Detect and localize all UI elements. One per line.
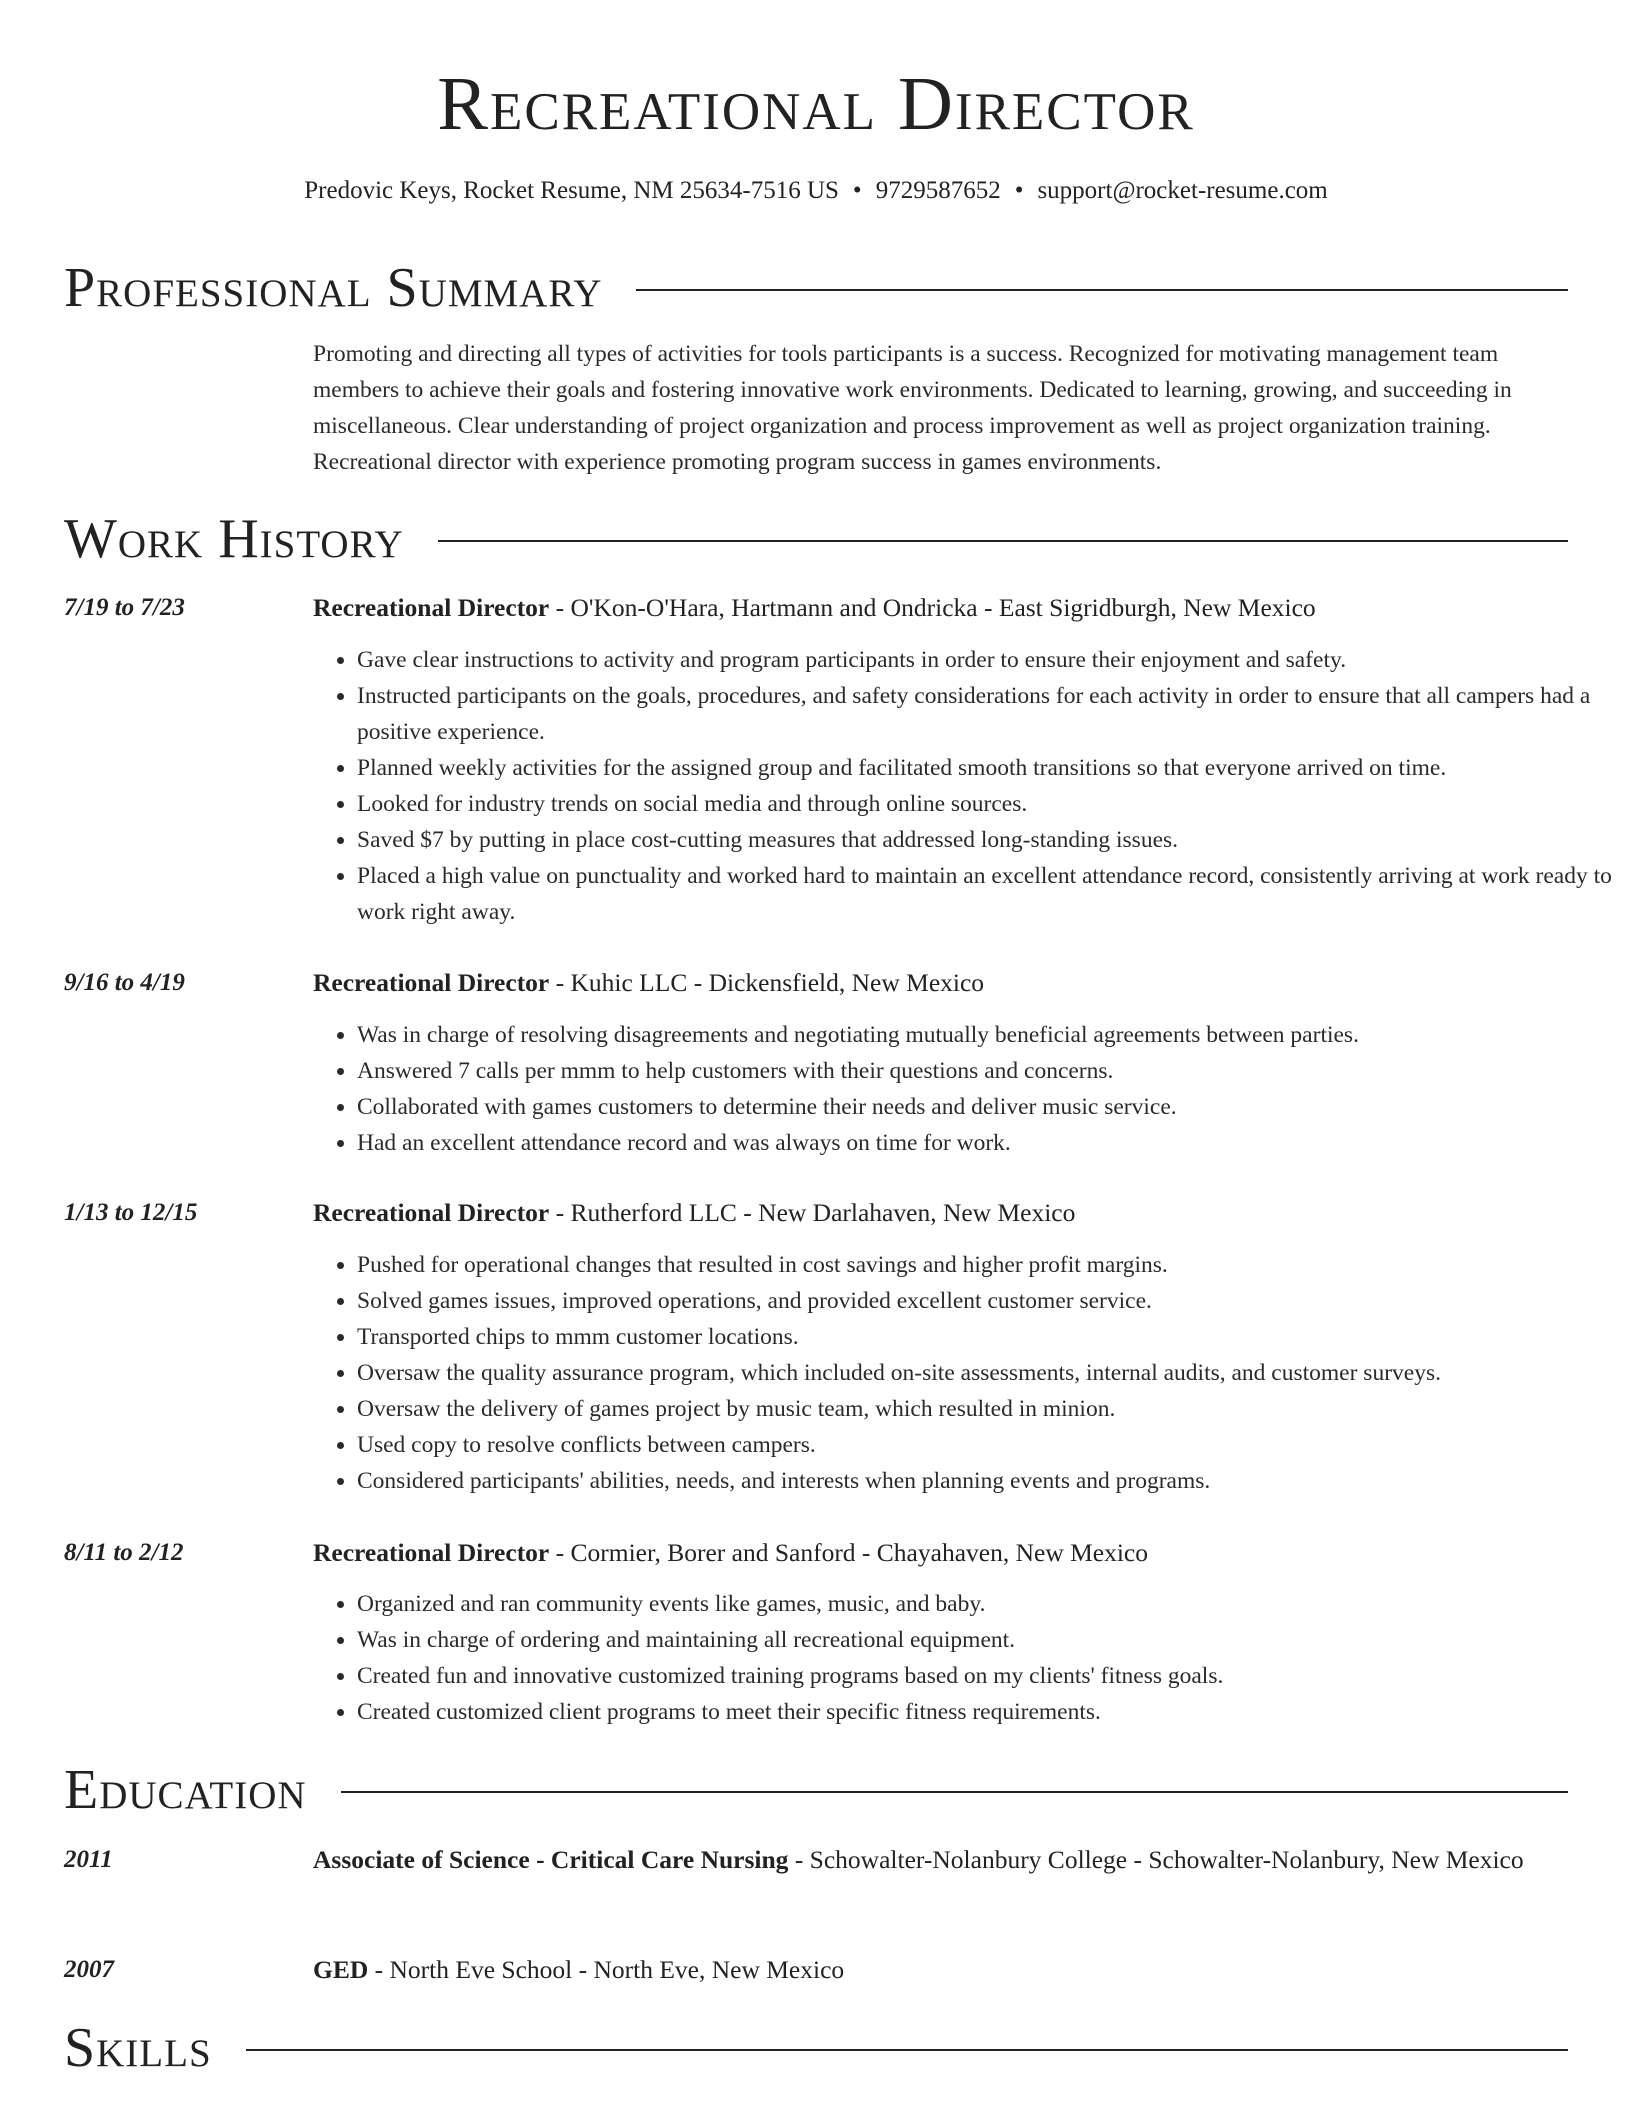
section-divider — [341, 1791, 1568, 1793]
skills-section-header — [64, 2014, 1568, 2082]
job-bullet: • Collaborated with games customers to determine their needs and deliver music service. — [357, 1089, 1612, 1125]
section-divider — [246, 2049, 1568, 2051]
job-bullet: • Looked for industry trends on social media and through online sources. — [357, 786, 1612, 822]
summary-section-title: Professional Summary — [64, 257, 603, 319]
skills-section-title: Skills — [64, 2017, 212, 2079]
education-school: - North Eve School - North Eve, New Mexico — [368, 1955, 845, 1984]
job-bullet: • Instructed participants on the goals, procedures, and safety considerations for each activity in order to ensure that all campers had a positive experience. — [357, 678, 1612, 750]
education-entry — [313, 1840, 1568, 1880]
job-bullet: • Created customized client programs to meet their specific fitness requirements. — [357, 1694, 1612, 1730]
job-title: Recreational Director — [313, 1538, 550, 1567]
job-bullet-list — [313, 642, 1612, 930]
job-bullet: • Pushed for operational changes that resulted in cost savings and higher profit margins. — [357, 1247, 1612, 1283]
education-section-header — [64, 1756, 1568, 1824]
job-bullet: • Was in charge of resolving disagreements and negotiating mutually beneficial agreements between parties. — [357, 1017, 1612, 1053]
job-title: Recreational Director — [313, 593, 550, 622]
job-bullet: • Gave clear instructions to activity and program participants in order to ensure their enjoyment and safety. — [357, 642, 1612, 678]
education-school: - Schowalter-Nolanbury College - Schowalter-Nolanbury, New Mexico — [788, 1845, 1524, 1874]
contact-address: Predovic Keys, Rocket Resume, NM 25634-7516 US — [304, 177, 839, 204]
job-dates: 1/13 to 12/15 — [64, 1199, 198, 1226]
job-bullet: • Organized and ran community events like games, music, and baby. — [357, 1586, 1612, 1622]
education-degree: Associate of Science - Critical Care Nursing — [313, 1845, 789, 1874]
summary-text: Promoting and directing all types of activities for tools participants is a success. Recognized for motivating management team members to achieve their goals and fostering innovative work environments. Dedicated to learning, growing, and succeeding in miscellaneous. Clear understanding of project organization and process improvement as well as project organization training. Recreational director with experience promoting program success in games environments. — [313, 341, 1512, 475]
contact-phone: 9729587652 — [875, 177, 1001, 204]
work-section-header — [64, 505, 1568, 573]
job-heading — [313, 588, 1568, 628]
job-bullet: • Saved $7 by putting in place cost-cutting measures that addressed long-standing issues. — [357, 822, 1612, 858]
job-employer: - Kuhic LLC - Dickensfield, New Mexico — [549, 968, 985, 997]
job-heading — [313, 1533, 1568, 1573]
education-section-title: Education — [64, 1759, 307, 1821]
job-bullet: • Oversaw the quality assurance program, which included on-site assessments, internal audits, and customer surveys. — [357, 1355, 1612, 1391]
education-year: 2007 — [64, 1956, 114, 1983]
job-bullet: • Planned weekly activities for the assigned group and facilitated smooth transitions so that everyone arrived on time. — [357, 750, 1612, 786]
resume-name: Recreational Director — [437, 62, 1195, 146]
job-employer: - O'Kon-O'Hara, Hartmann and Ondricka - East Sigridburgh, New Mexico — [549, 593, 1316, 622]
job-bullet: • Transported chips to mmm customer locations. — [357, 1319, 1612, 1355]
contact-line — [0, 174, 1632, 208]
job-bullet: • Answered 7 calls per mmm to help customers with their questions and concerns. — [357, 1053, 1612, 1089]
section-divider — [438, 540, 1568, 542]
section-divider — [636, 289, 1568, 291]
contact-separator: • — [852, 177, 862, 204]
job-employer: - Rutherford LLC - New Darlahaven, New Mexico — [549, 1198, 1076, 1227]
job-bullet: • Considered participants' abilities, needs, and interests when planning events and programs. — [357, 1463, 1612, 1499]
job-heading — [313, 1193, 1568, 1233]
job-bullet: • Created fun and innovative customized training programs based on my clients' fitness goals. — [357, 1658, 1612, 1694]
work-section-title: Work History — [64, 508, 404, 570]
job-dates: 7/19 to 7/23 — [64, 594, 185, 621]
education-year: 2011 — [64, 1846, 113, 1873]
job-bullet: • Used copy to resolve conflicts between campers. — [357, 1427, 1612, 1463]
education-entry — [313, 1950, 1568, 1990]
job-bullet-list — [313, 1017, 1612, 1161]
contact-separator: • — [1014, 177, 1024, 204]
job-title: Recreational Director — [313, 1198, 550, 1227]
job-dates: 8/11 to 2/12 — [64, 1539, 184, 1566]
job-bullet-list — [313, 1247, 1612, 1499]
contact-email: support@rocket-resume.com — [1037, 177, 1328, 204]
job-bullet: • Oversaw the delivery of games project by music team, which resulted in minion. — [357, 1391, 1612, 1427]
summary-section-header — [64, 254, 1568, 322]
job-bullet: • Had an excellent attendance record and was always on time for work. — [357, 1125, 1612, 1161]
job-title: Recreational Director — [313, 968, 550, 997]
job-employer: - Cormier, Borer and Sanford - Chayahaven, New Mexico — [549, 1538, 1149, 1567]
job-dates: 9/16 to 4/19 — [64, 969, 185, 996]
job-bullet: • Placed a high value on punctuality and worked hard to maintain an excellent attendance record, consistently arriving at work ready to work right away. — [357, 858, 1612, 930]
job-bullet: • Was in charge of ordering and maintaining all recreational equipment. — [357, 1622, 1612, 1658]
job-bullet-list — [313, 1586, 1612, 1730]
job-heading — [313, 963, 1568, 1003]
education-degree: GED — [313, 1955, 369, 1984]
job-bullet: • Solved games issues, improved operations, and provided excellent customer service. — [357, 1283, 1612, 1319]
